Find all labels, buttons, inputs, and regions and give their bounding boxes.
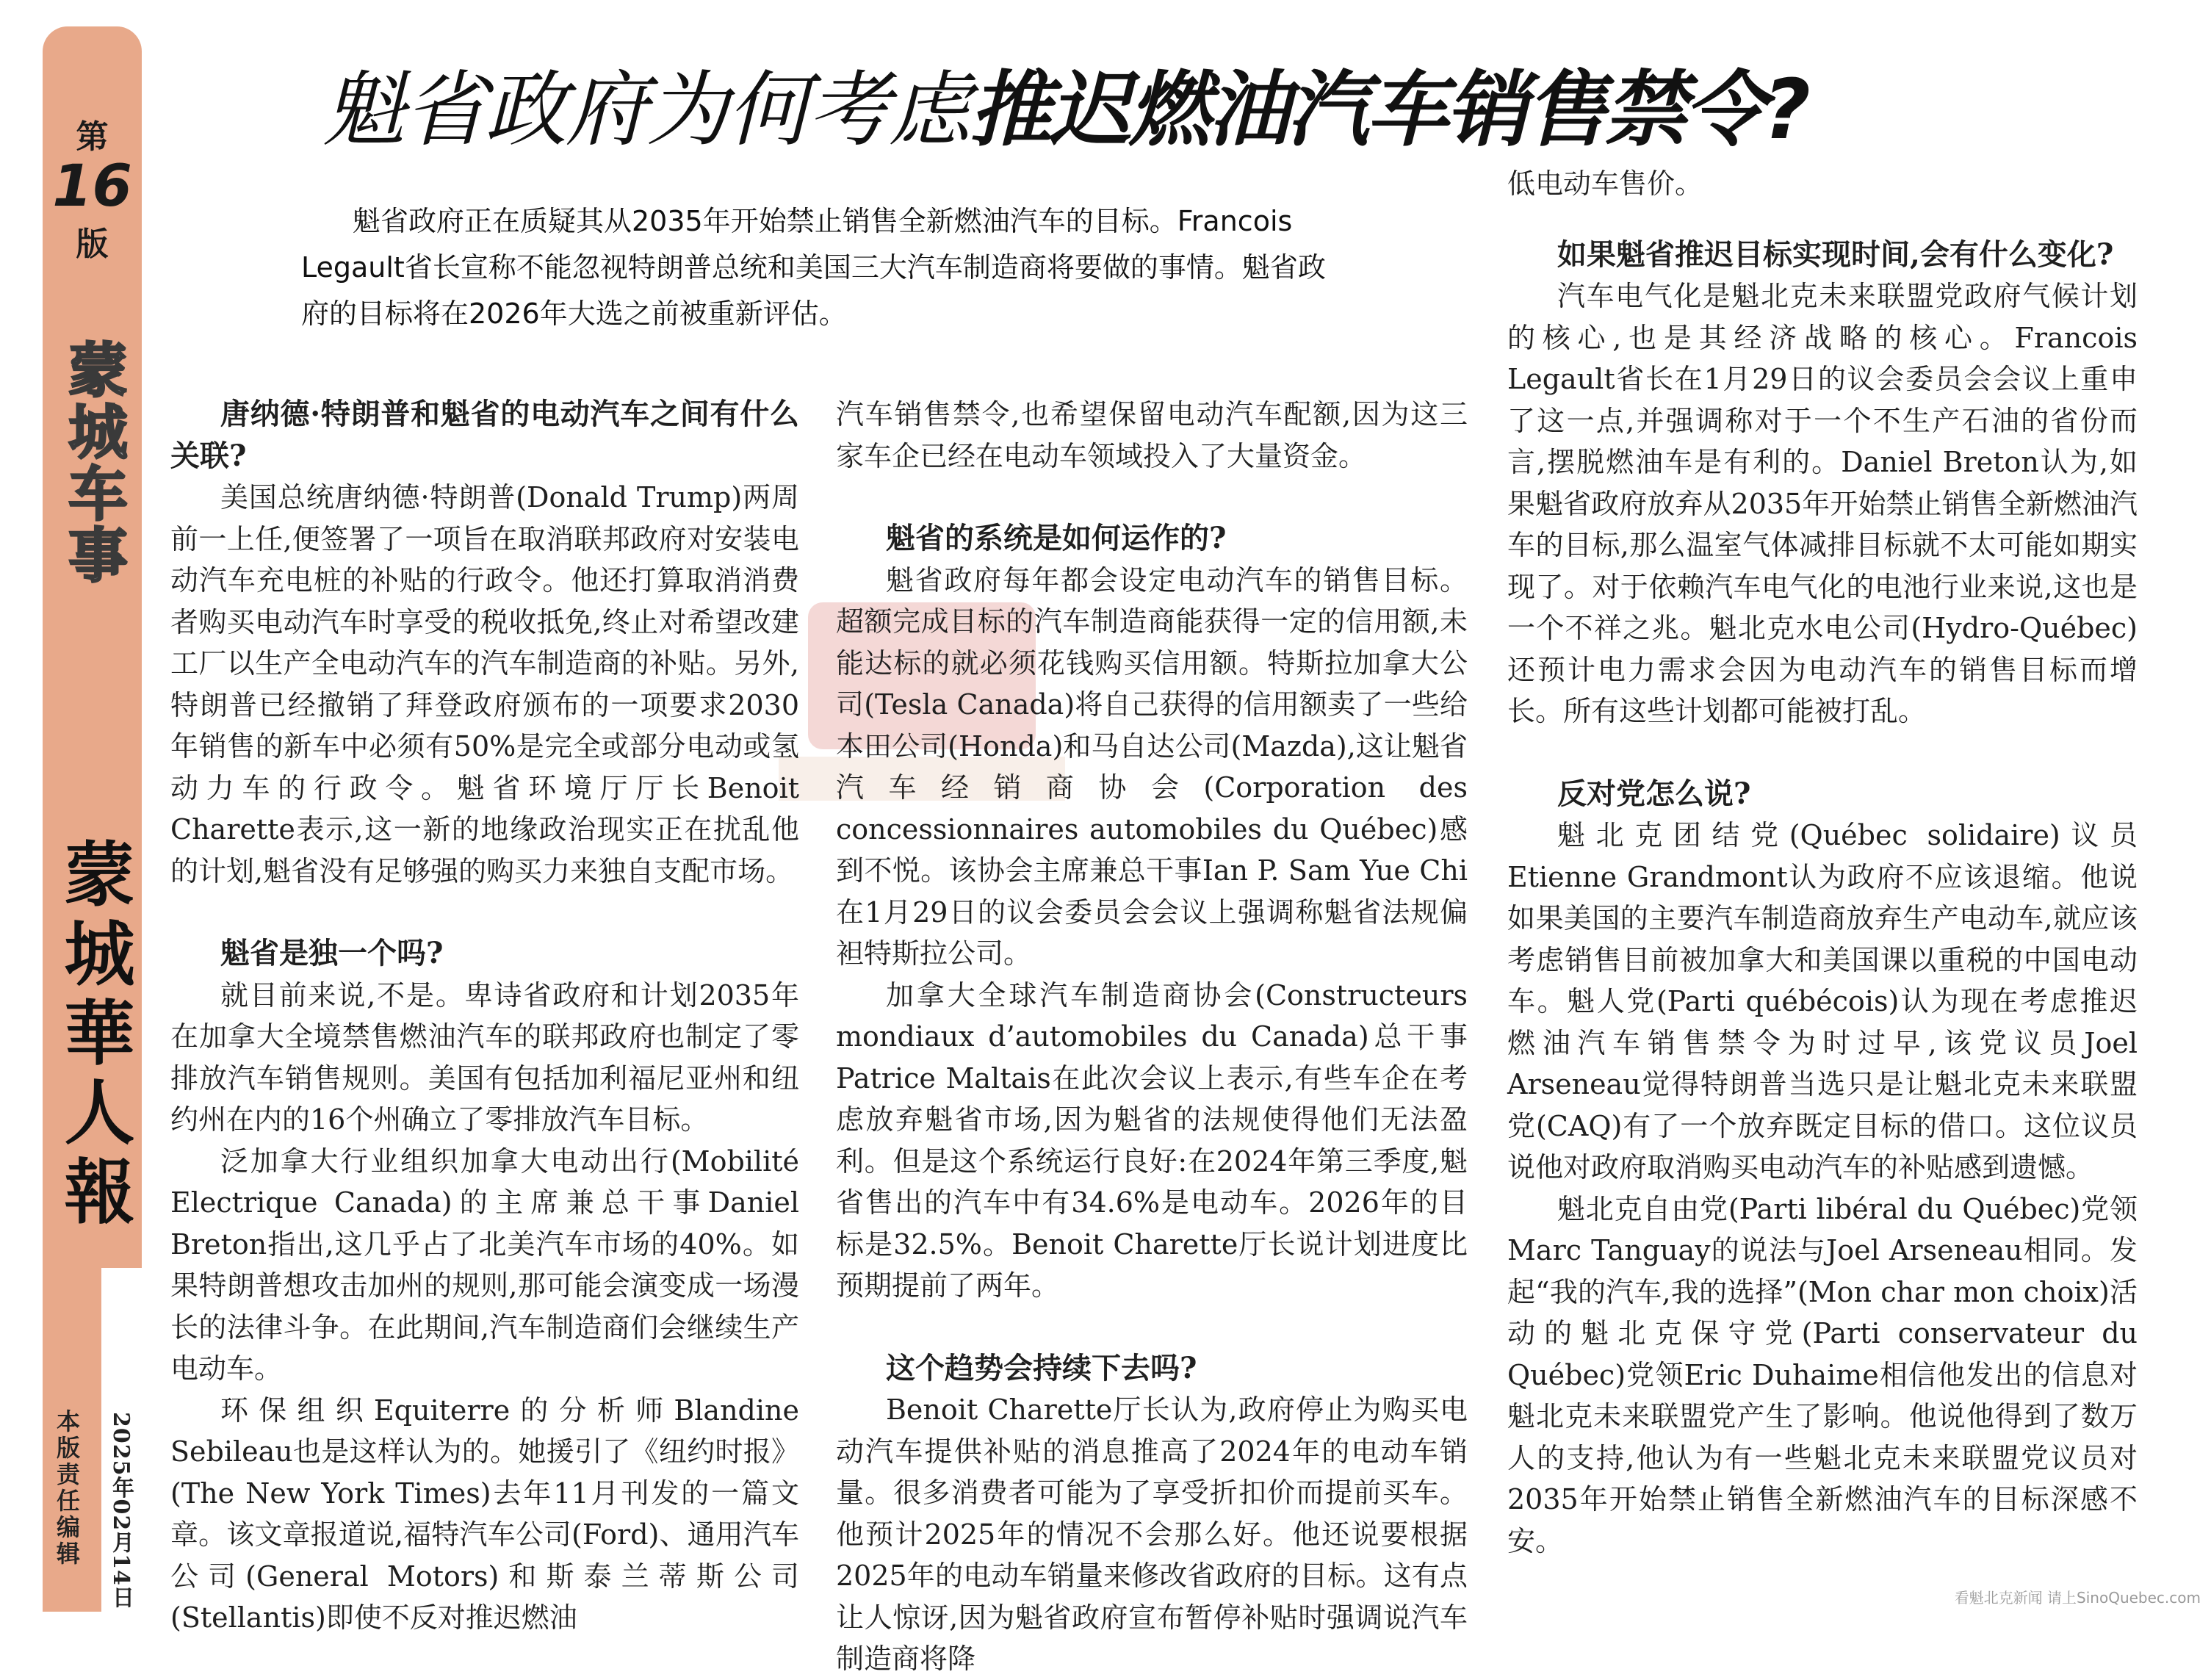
paragraph: 魁省政府每年都会设定电动汽车的销售目标。超额完成目标的汽车制造商能获得一定的信用额,未能达标的就必须花钱购买信用额。特斯拉加拿大公司(Tesla Canada)将自己获得的信用额卖了一些给本田公司(Honda)和马自达公司(Mazda),这让魁省汽车经销商协会(Corporation des concessionnaires automobiles du Québec)感到不悦。该协会主席兼总干事Ian P. Sam Yue Chi在1月29日的议会委员会会议上强调称魁省法规偏袒特斯拉公司。 xyxy=(836,563,1468,970)
editor-label: 本版责任编辑 xyxy=(53,1409,81,1568)
article-column-1 xyxy=(170,394,799,1634)
paragraph: 低电动车售价。 xyxy=(1507,167,1703,200)
paragraph: 美国总统唐纳德·特朗普(Donald Trump)两周前一上任,便签署了一项旨在取消联邦政府对安装电动汽车充电桩的补贴的行政令。他还打算取消消费者购买电动汽车时享受的税收抵免,终止对希望改建工厂以生产全电动汽车的汽车制造商的补贴。另外,特朗普已经撤销了拜登政府颁布的一项要求2030年销售的新车中必须有50%是完全或部分电动或氢动力车的行政令。魁省环境厅厅长Benoit Charette表示,这一新的地缘政治现实正在扰乱他的计划,魁省没有足够强的购买力来独自支配市场。 xyxy=(170,481,799,887)
paragraph: 环保组织Equiterre的分析师Blandine Sebileau也是这样认为的。她援引了《纽约时报》(The New York Times)去年11月刊发的一篇文章。该文章报道说,福特汽车公司(Ford)、通用汽车公司(General Motors)和斯泰兰蒂斯公司(Stellantis)即使不反对推迟燃油 xyxy=(170,1394,799,1634)
paragraph: 魁北克团结党(Québec solidaire)议员Etienne Grandmont认为政府不应该退缩。他说如果美国的主要汽车制造商放弃生产电动车,就应该考虑销售目前被加拿大和美国课以重税的中国电动车。魁人党(Parti québécois)认为现在考虑推迟燃油汽车销售禁令为时过早,该党议员Joel Arseneau觉得特朗普当选只是让魁北克未来联盟党(CAQ)有了一个放弃既定目标的借口。这位议员说他对政府取消购买电动汽车的补贴感到遗憾。 xyxy=(1507,819,2138,1183)
edition-suffix: 版 xyxy=(76,225,109,263)
subheading: 反对党怎么说? xyxy=(1557,776,1751,811)
subheading: 这个趋势会持续下去吗? xyxy=(886,1350,1197,1385)
paragraph: 就目前来说,不是。卑诗省政府和计划2035年在加拿大全境禁售燃油汽车的联邦政府也制定了零排放汽车销售规则。美国有包括加利福尼亚州和纽约州在内的16个州确立了零排放汽车目标。 xyxy=(170,978,799,1136)
issue-date: 2025年02月14日 xyxy=(108,1412,134,1609)
article-column-3 xyxy=(1507,163,2138,1573)
edition-number: 16 xyxy=(52,154,132,220)
subheading: 如果魁省推迟目标实现时间,会有什么变化? xyxy=(1557,237,2114,272)
edition-prefix: 第 xyxy=(76,118,109,156)
headline-light: 魁省政府为何考虑 xyxy=(323,62,970,158)
paragraph: 泛加拿大行业组织加拿大电动出行(Mobilité Electrique Canada)的主席兼总干事Daniel Breton指出,这几乎占了北美汽车市场的40%。如果特朗普想攻击加州的规则,那可能会演变成一场漫长的法律斗争。在此期间,汽车制造商们会继续生产电动车。 xyxy=(170,1144,799,1385)
paragraph: 汽车电气化是魁北克未来联盟党政府气候计划的核心,也是其经济战略的核心。Francois Legault省长在1月29日的议会委员会会议上重申了这一点,并强调称对于一个不生产石油的省份而言,摆脱燃油车是有利的。Daniel Breton认为,如果魁省政府放弃从2035年开始禁止销售全新燃油汽车的目标,那么温室气体减排目标就不太可能如期实现了。对于依赖汽车电气化的电池行业来说,这也是一个不祥之兆。魁北克水电公司(Hydro-Québec)还预计电力需求会因为电动汽车的销售目标而增长。所有这些计划都可能被打乱。 xyxy=(1507,280,2138,727)
paragraph: 魁北克自由党(Parti libéral du Québec)党领Marc Tanguay的说法与Joel Arseneau相同。发起“我的汽车,我的选择”(Mon char mon choix)活动的魁北克保守党(Parti conservateur du Québec)党领Eric Duhaime相信他发出的信息对魁北克未来联盟党产生了影响。他说他得到了数万人的支持,他认为有一些魁北克未来联盟党议员对2035年开始禁止销售全新燃油汽车的目标深感不安。 xyxy=(1507,1192,2138,1557)
article-column-2 xyxy=(836,394,1468,1675)
subheading: 魁省的系统是如何运作的? xyxy=(886,521,1227,555)
edition-label xyxy=(43,110,142,264)
footer-credit: 看魁北克新闻 请上SinoQuebec.com xyxy=(1954,1589,2201,1607)
paragraph: 加拿大全球汽车制造商协会(Constructeurs mondiaux d’automobiles du Canada)总干事Patrice Maltais在此次会议上表示,有些车企在考虑放弃魁省市场,因为魁省的法规使得他们无法盈利。但是这个系统运行良好:在2024年第三季度,魁省售出的汽车中有34.6%是电动车。2026年的目标是32.5%。Benoit Charette厅长说计划进度比预期提前了两年。 xyxy=(836,978,1468,1302)
newspaper-masthead: 蒙城華人報 xyxy=(53,837,136,1234)
paragraph: Benoit Charette厅长认为,政府停止为购买电动汽车提供补贴的消息推高了2024年的电动车销量。很多消费者可能为了享受折扣价而提前买车。他预计2025年的情况不会那么好。他还说要根据2025年的电动车销量来修改省政府的目标。这有点让人惊讶,因为魁省政府宣布暂停补贴时强调说汽车制造商将降 xyxy=(836,1394,1468,1675)
subheading: 唐纳德·特朗普和魁省的电动汽车之间有什么关联? xyxy=(170,397,799,473)
subheading: 魁省是独一个吗? xyxy=(220,936,444,970)
section-title: 蒙城车事 xyxy=(59,339,127,586)
headline-bold: 推迟燃油汽车销售禁令? xyxy=(970,62,1808,158)
article-headline xyxy=(323,44,1808,162)
paragraph: 汽车销售禁令,也希望保留电动汽车配额,因为这三家车企已经在电动车领域投入了大量资金。 xyxy=(836,398,1468,472)
article-lede: 魁省政府正在质疑其从2035年开始禁止销售全新燃油汽车的目标。Francois Legault省长宣称不能忽视特朗普总统和美国三大汽车制造商将要做的事情。魁省政府的目标将在2026年大选之前被重新评估。 xyxy=(301,205,1326,330)
